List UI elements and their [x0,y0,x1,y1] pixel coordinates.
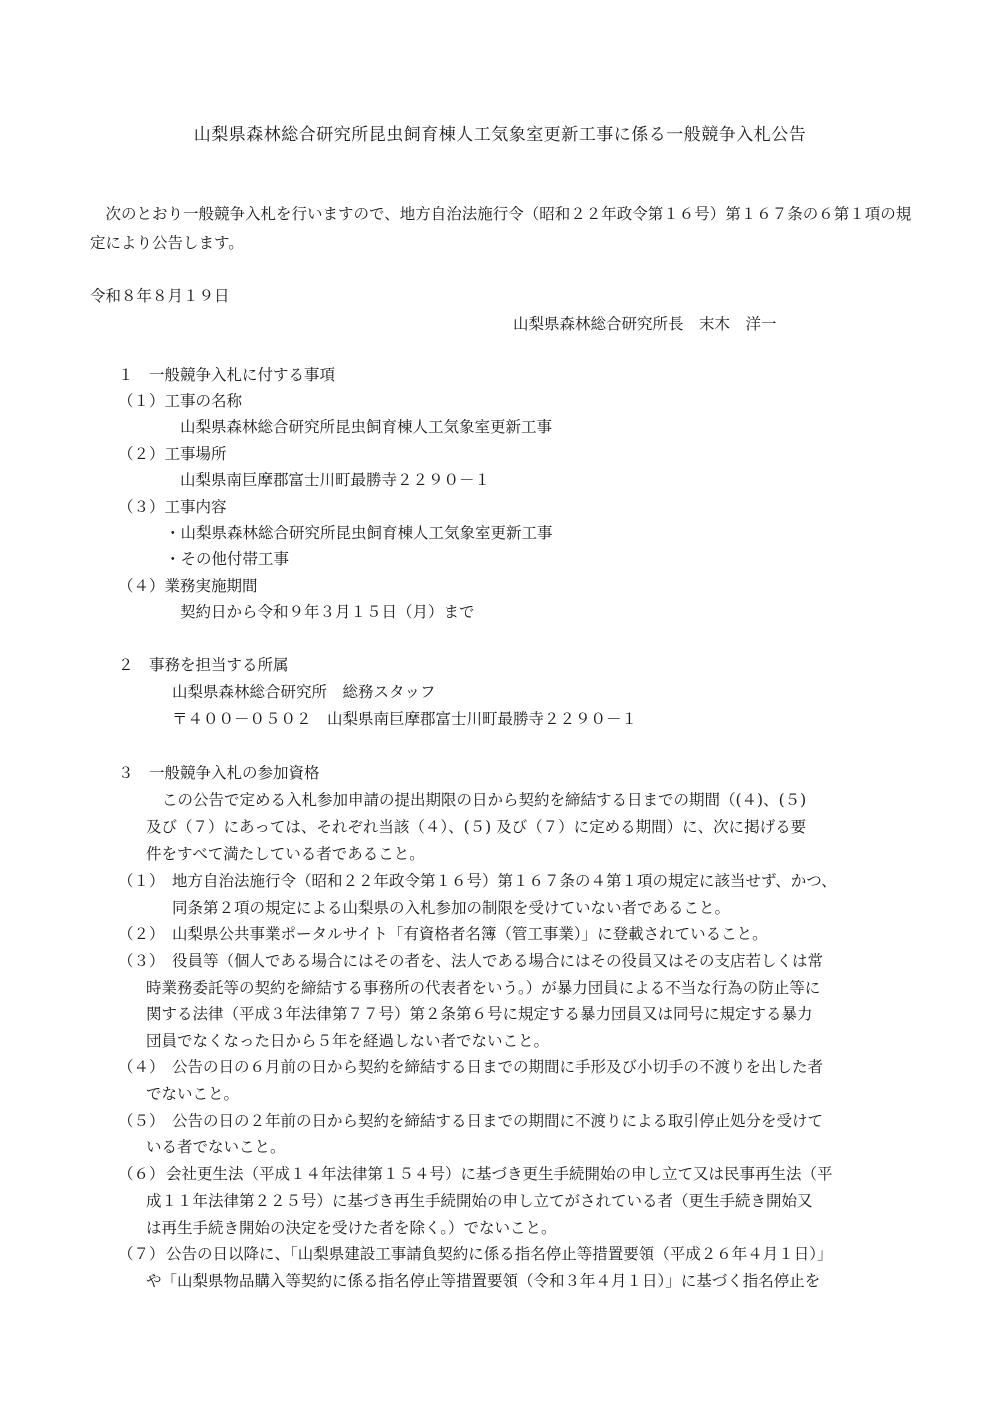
section-3-item-7-line-2: や「山梨県物品購入等契約に係る指名停止等措置要領（令和３年４月１日）」に基づく指名停止を [146,1272,821,1290]
issuer-name: 山梨県森林総合研究所長 末木 洋一 [513,315,777,333]
section-3-item-1-label: （１） [118,872,165,890]
section-3-item-4-label: （４） [118,1058,165,1076]
section-3-intro-line-1: この公告で定める入札参加申請の提出期限の日から契約を締結する日までの期間（(４)、(５) [162,791,807,809]
section-1-item-1-label: （１）工事の名称 [118,392,243,410]
section-3-item-3-line-3: 関する法律（平成３年法律第７７号）第２条第６号に規定する暴力団員又は同号に規定する暴力 [146,1005,813,1023]
section-1-item-3-label: （３）工事内容 [118,498,227,516]
section-1-heading: １ 一般競争入札に付する事項 [118,366,336,384]
section-3-item-3-line-4: 団員でなくなった日から５年を経過しない者でないこと。 [146,1032,550,1050]
section-3-item-1-line-1: 地方自治法施行令（昭和２２年政令第１６号）第１６７条の４第１項の規定に該当せず、かつ、 [172,872,837,890]
section-1-item-4-label: （４）業務実施期間 [118,577,258,595]
section-1-item-3-line-1: ・山梨県森林総合研究所昆虫飼育棟人工気象室更新工事 [165,524,553,542]
section-3-item-5-line-1: 公告の日の２年前の日から契約を締結する日までの期間に不渡りによる取引停止処分を受けて [172,1112,824,1130]
notice-date: 令和８年８月１９日 [90,287,230,305]
section-3-item-7-line-1: 公告の日以降に、「山梨県建設工事請負契約に係る指名停止等措置要領（平成２６年４月１日）」 [166,1245,833,1263]
section-1-item-2-label: （２）工事場所 [118,445,227,463]
section-3-heading: ３ 一般競争入札の参加資格 [118,764,320,782]
section-3-item-5-label: （５） [118,1112,165,1130]
intro-paragraph: 次のとおり一般競争入札を行いますので、地方自治法施行令（昭和２２年政令第１６号）第１６７条の６第１項の規定により公告します。 [90,205,912,252]
section-3-item-5-line-2: いる者でないこと。 [146,1138,286,1156]
section-3-item-6-line-3: は再生手続き開始の決定を受けた者を除く。）でないこと。 [146,1219,557,1237]
section-3-item-6-line-1: 会社更生法（平成１４年法律第１５４号）に基づき更生手続開始の申し立て又は民事再生法（平 [166,1165,833,1183]
section-3-item-6-line-2: 成１１年法律第２２５号）に基づき再生手続開始の申し立てがされている者（更生手続き開始又 [146,1192,813,1210]
section-2-line-1: 山梨県森林総合研究所 総務スタッフ [172,683,436,701]
section-3-item-6-label: （６） [118,1165,165,1183]
section-3-item-2-label: （２） [118,925,165,943]
section-3-item-4-line-2: でないこと。 [146,1085,240,1103]
section-3-intro-line-2: 及び（７）にあっては、それぞれ当該（４）、(５) 及び（７）に定める期間）に、次に掲げる要 [146,818,807,836]
section-3-item-3-line-2: 時業務委託等の契約を締結する事務所の代表者をいう。）が暴力団員による不当な行為の防止等に [146,979,821,997]
section-3-item-1-line-2: 同条第２項の規定による山梨県の入札参加の制限を受けていない者であること。 [172,899,731,917]
section-1-item-3-line-2: ・その他付帯工事 [165,550,290,568]
section-3-item-4-line-1: 公告の日の６月前の日から契約を締結する日までの期間に手形及び小切手の不渡りを出した者 [172,1058,824,1076]
section-1-item-1-line: 山梨県森林総合研究所昆虫飼育棟人工気象室更新工事 [180,418,553,436]
section-2-heading: ２ 事務を担当する所属 [118,656,289,674]
section-2-line-2: 〒４００－０５０２ 山梨県南巨摩郡富士川町最勝寺２２９０－１ [172,710,638,728]
document-title: 山梨県森林総合研究所昆虫飼育棟人工気象室更新工事に係る一般競争入札公告 [193,125,807,145]
section-1-item-2-line: 山梨県南巨摩郡富士川町最勝寺２２９０－１ [180,471,491,489]
section-3-item-7-label: （７） [118,1245,165,1263]
section-1-item-4-line: 契約日から令和９年３月１５日（月）まで [180,603,475,621]
section-3-item-2-line-1: 山梨県公共事業ポータルサイト「有資格者名簿（管工事業）」に登載されていること。 [172,925,768,943]
section-3-item-3-label: （３） [118,952,165,970]
section-3-intro-line-3: 件をすべて満たしている者であること。 [146,845,425,863]
section-3-item-3-line-1: 役員等（個人である場合にはその者を、法人である場合にはその役員又はその支店若しくは常 [172,952,824,970]
